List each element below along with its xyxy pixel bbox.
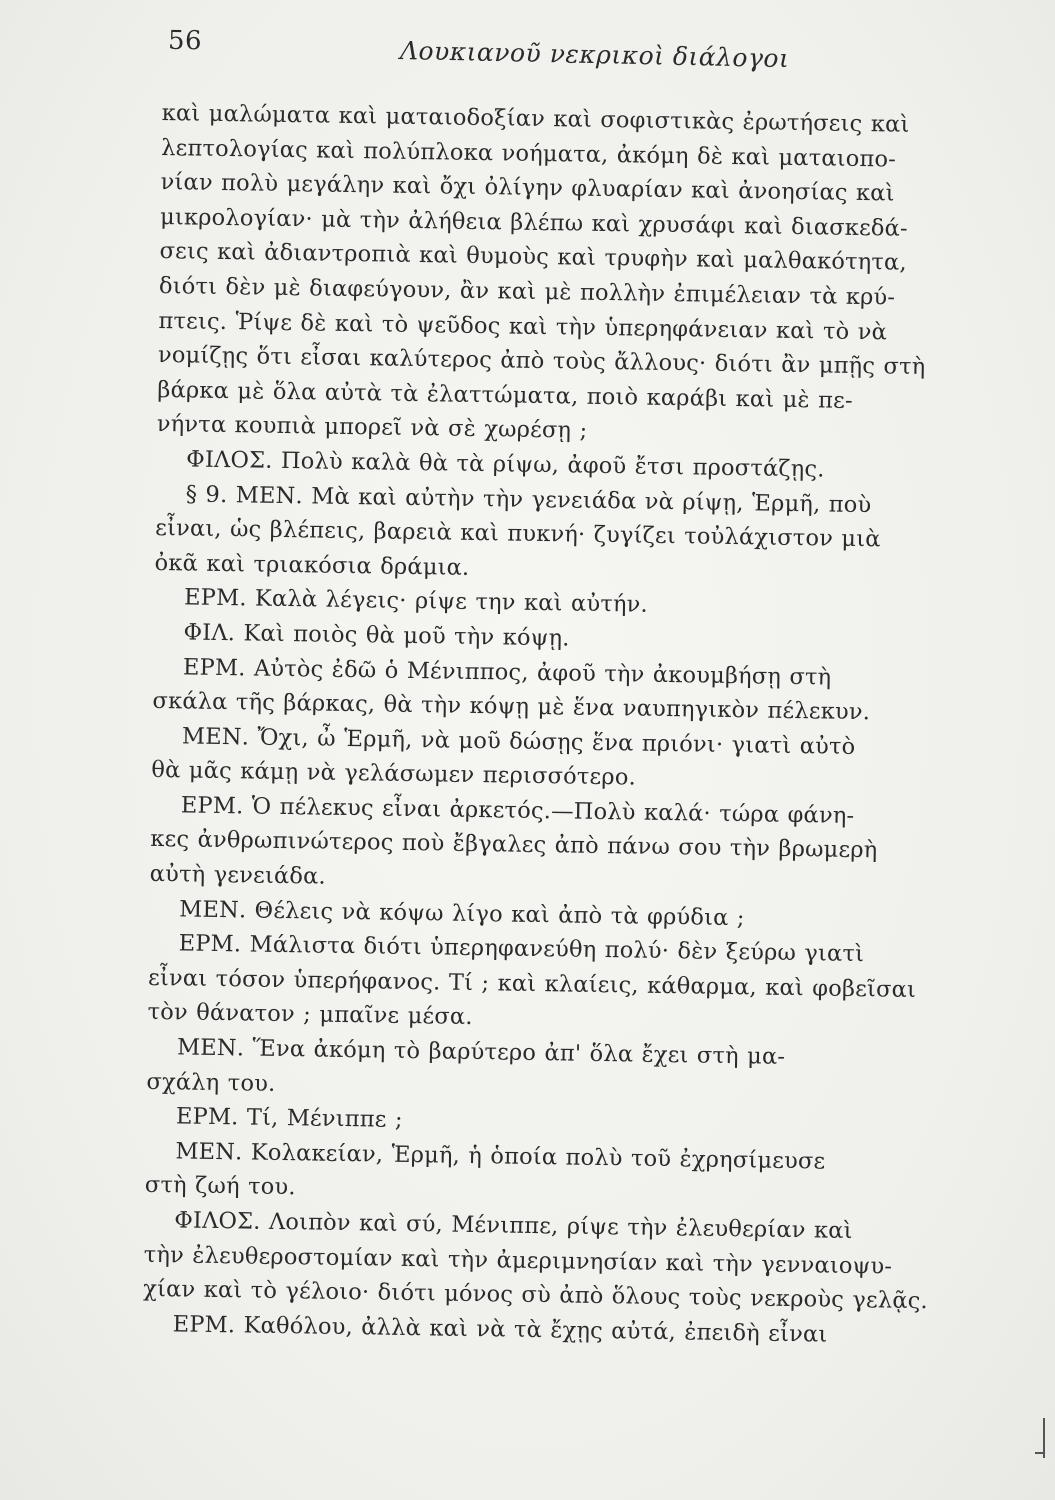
text-line: σχάλη του.: [146, 1068, 276, 1097]
text-line: ΦΙΛΟΣ. Πολὺ καλὰ θὰ τὰ ρίψω, ἀφοῦ ἔτσι προστάζῃς.: [186, 446, 825, 483]
text-line: § 9. ΜΕΝ. Μὰ καὶ αὐτὴν τὴν γενειάδα νὰ ρίψῃ, Ἑρμῆ, ποὺ: [185, 480, 872, 518]
text-line: ΕΡΜ. Ὁ πέλεκυς εἶναι ἀρκετός.—Πολὺ καλά· τώρα φάνη-: [180, 792, 855, 829]
text-line: ΜΕΝ. Ἕνα ἀκόμη τὸ βαρύτερο ἀπ' ὅλα ἔχει στὴ μα-: [176, 1034, 786, 1070]
text-line: σεις καὶ ἀδιαντροπιὰ καὶ θυμοὺς καὶ τρυφὴν καὶ μαλθακότητα,: [159, 238, 907, 277]
text-line: ΕΡΜ. Καλὰ λέγεις· ρίψε την καὶ αὐτήν.: [183, 584, 649, 619]
text-line: νήντα κουπιὰ μπορεῖ νὰ σὲ χωρέσῃ ;: [156, 411, 588, 445]
page-number: 56: [167, 25, 203, 57]
text-line: ΕΡΜ. Καθόλου, ἀλλὰ καὶ νὰ τὰ ἔχῃς αὐτά, ἐπειδὴ εἶναι: [172, 1311, 828, 1348]
text-line: διότι δὲν μὲ διαφεύγουν, ἂν καὶ μὲ πολλὴν ἐπιμέλειαν τὰ κρύ-: [158, 272, 896, 311]
text-line: νίαν πολὺ μεγάλην καὶ ὄχι ὀλίγην φλυαρίαν καὶ ἀνοησίας καὶ: [160, 169, 895, 207]
text-line: θὰ μᾶς κάμῃ νὰ γελάσωμεν περισσότερο.: [151, 757, 637, 791]
text-body: [142, 96, 941, 1353]
text-line: τὴν ἐλευθεροστομίαν καὶ τὴν ἀμεριμνησίαν καὶ τὴν γενναιοψυ-: [143, 1241, 893, 1280]
page-header: [0, 0, 1055, 90]
text-line: ΕΡΜ. Αὐτὸς ἐδῶ ὁ Μένιππος, ἀφοῦ τὴν ἀκουμβήσῃ στὴ: [182, 653, 832, 691]
text-line: κες ἀνθρωπινώτερος ποὺ ἔβγαλες ἀπὸ πάνω σου τὴν βρωμερὴ: [150, 826, 878, 864]
text-line: σκάλα τῆς βάρκας, θὰ τὴν κόψῃ μὲ ἕνα ναυπηγικὸν πέλεκυν.: [152, 688, 871, 726]
text-line: βάρκα μὲ ὅλα αὐτὰ τὰ ἐλαττώματα, ποιὸ καράβι καὶ μὲ πε-: [157, 376, 853, 414]
text-line: χίαν καὶ τὸ γέλοιο· διότι μόνος σὺ ἀπὸ ὅλους τοὺς νεκροὺς γελᾷς.: [143, 1276, 929, 1315]
text-line: ΜΕΝ. Θέλεις νὰ κόψω λίγο καὶ ἀπὸ τὰ φρύδια ;: [179, 896, 745, 931]
text-line: καὶ μαλώματα καὶ ματαιοδοξίαν καὶ σοφιστικὰς ἐρωτήσεις καὶ: [161, 99, 910, 138]
text-line: ΕΡΜ. Μάλιστα διότι ὑπερηφανεύθη πολύ· δὲν ξεύρω γιατὶ: [178, 930, 865, 968]
text-line: ΦΙΛ. Καὶ ποιὸς θὰ μοῦ τὴν κόψῃ.: [183, 619, 570, 652]
text-line: αὐτὴ γενειάδα.: [149, 860, 327, 890]
text-line: λεπτολογίας καὶ πολύπλοκα νοήματα, ἀκόμη δὲ καὶ ματαιοπο-: [160, 134, 897, 173]
page-edge-mark-horizontal: [1035, 1452, 1045, 1454]
text-line: ΕΡΜ. Τί, Μένιππε ;: [175, 1103, 403, 1134]
text-line: ΦΙΛΟΣ. Λοιπὸν καὶ σύ, Μένιππε, ρίψε τὴν ἐλευθερίαν καὶ: [174, 1207, 853, 1244]
text-line: νομίζῃς ὅτι εἶσαι καλύτερος ἀπὸ τοὺς ἄλλους· διότι ἂν μπῇς στὴ: [157, 342, 926, 381]
running-title: Λουκιανοῦ νεκρικοὶ διάλογοι: [399, 36, 790, 74]
text-line: στὴ ζωή του.: [144, 1172, 296, 1201]
text-line: μικρολογίαν· μὰ τὴν ἀλήθεια βλέπω καὶ χρυσάφι καὶ διασκεδά-: [159, 203, 909, 242]
text-line: πτεις. Ῥίψε δὲ καὶ τὸ ψεῦδος καὶ τὴν ὑπερηφάνειαν καὶ τὸ νὰ: [158, 307, 888, 345]
text-line: εἶναι, ὡς βλέπεις, βαρειὰ καὶ πυκνή· ζυγίζει τοὐλάχιστον μιὰ: [155, 515, 881, 553]
text-line: τὸν θάνατον ; μπαῖνε μέσα.: [147, 999, 473, 1031]
text-line: ΜΕΝ. Ὄχι, ὦ Ἑρμῆ, νὰ μοῦ δώσῃς ἕνα πριόνι· γιατὶ αὐτὸ: [181, 723, 856, 760]
text-line: ΜΕΝ. Κολακείαν, Ἑρμῆ, ἡ ὁποία πολὺ τοῦ ἐχρησίμευσε: [175, 1138, 826, 1175]
text-line: ὀκᾶ καὶ τριακόσια δράμια.: [154, 549, 470, 581]
text-line: εἶναι τόσον ὑπερήφανος. Τί ; καὶ κλαίεις, κάθαρμα, καὶ φοβεῖσαι: [147, 964, 917, 1003]
